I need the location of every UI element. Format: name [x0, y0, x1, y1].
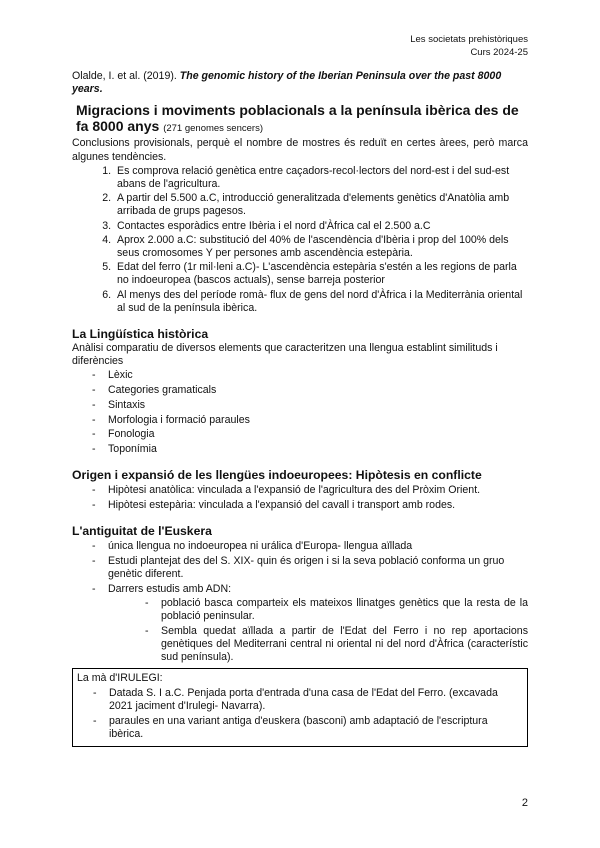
section-indoeuropean-title: Origen i expansió de les llengües indoeuropees: Hipòtesis en conflicte [72, 468, 482, 483]
list-item: - Fonologia [92, 428, 528, 441]
section-euskera-title: L'antiguitat de l'Euskera [72, 524, 212, 539]
list-item: 3. Contactes esporàdics entre Ibèria i el nord d'Àfrica cal el 2.500 a.C [114, 220, 528, 233]
page-content [72, 70, 528, 747]
list-item: - Estudi plantejat des del S. XIX- quin és origen i si la seva població conforma un gruo genètic diferent. [92, 555, 528, 581]
list-item: - Sembla quedat aïllada a partir de l'Edat del Ferro i no rep aportacions genètiques del Mediterrani central ni oriental ni del nord d'Àfrica (característic sud península). [145, 625, 528, 665]
irulegi-hand-box [72, 668, 528, 747]
linguistics-elements-list [72, 369, 528, 456]
migrations-conclusions-list [72, 165, 528, 315]
bibliographic-reference [72, 70, 528, 96]
box-title: La mà d'IRULEGI: [77, 672, 163, 685]
list-item: 1. Es comprova relació genètica entre caçadors-recol·lectors del nord-est i del sud-est abans de l'agricultura. [114, 165, 528, 191]
section-migrations-heading [76, 102, 528, 137]
list-item: - Categories gramaticals [92, 384, 528, 397]
section-linguistics-title: La Lingüística històrica [72, 327, 209, 342]
list-item: - Toponímia [92, 443, 528, 456]
list-item: 6. Al menys des del període romà- flux de gens del nord d'Àfrica i la Mediterrània oriental al sud de la península ibèrica. [114, 289, 528, 315]
section-migrations-title: Migracions i moviments poblacionals a la península ibèrica des de fa 8000 anys [76, 102, 519, 135]
header-course-year: Curs 2024-25 [470, 47, 528, 58]
hypotheses-list [72, 484, 528, 512]
list-item: - Lèxic [92, 369, 528, 382]
list-item: 2. A partir del 5.500 a.C, introducció generalitzada d'elements genètics d'Anatòlia amb arribada de grups pagesos. [114, 192, 528, 218]
dna-studies-sublist [108, 597, 528, 665]
list-item: - única llengua no indoeuropea ni urálica d'Europa- llengua aïllada [92, 540, 528, 553]
list-item: 4. Aprox 2.000 a.C: substitució del 40% de l'ascendència d'Ibèria i prop del 100% dels seus cromosomes Y per persones amb ascendència estepària. [114, 234, 528, 260]
section-migrations-note: (271 genomes sencers) [163, 123, 263, 135]
box-list [77, 687, 524, 741]
page-number: 2 [521, 797, 528, 809]
list-item: - Hipòtesi estepària: vinculada a l'expansió del cavall i transport amb rodes. [92, 499, 528, 512]
list-item: - població basca comparteix els mateixos llinatges genètics que la resta de la població peninsular. [145, 597, 528, 623]
list-item: - paraules en una variant antiga d'euskera (basconi) amb adaptació de l'escriptura ibèrica. [93, 715, 524, 741]
list-item-text: Darrers estudis amb ADN: [108, 582, 232, 595]
page-header [410, 33, 528, 59]
list-item: - Hipòtesi anatòlica: vinculada a l'expansió de l'agricultura des del Pròxim Orient. [92, 484, 528, 497]
reference-authors: Olalde, I. et al. (2019). [72, 70, 177, 82]
list-item [92, 583, 528, 665]
list-item: - Datada S. I a.C. Penjada porta d'entrada d'una casa de l'Edat del Ferro. (excavada 2021 jaciment d'Irulegi- Navarra). [93, 687, 524, 713]
reference-title: The genomic history of the Iberian Peninsula over the past 8000 years. [72, 70, 502, 96]
list-item: - Morfologia i formació paraules [92, 414, 528, 427]
list-item: - Sintaxis [92, 399, 528, 412]
list-item: 5. Edat del ferro (1r mil·leni a.C)- L'ascendència estepària s'estén a les regions de parla no indoeuropea (bascos actuals), sense barreja posterior [114, 261, 528, 287]
euskera-list [72, 540, 528, 664]
header-course-title: Les societats prehistòriques [410, 34, 528, 45]
section-linguistics-intro: Anàlisi comparatiu de diversos elements que caracteritzen una llengua establint similituds i diferències [72, 342, 498, 368]
section-migrations-intro: Conclusions provisionals, perquè el nombre de mostres és reduït en certes àrees, però marca algunes tendències. [72, 137, 528, 163]
